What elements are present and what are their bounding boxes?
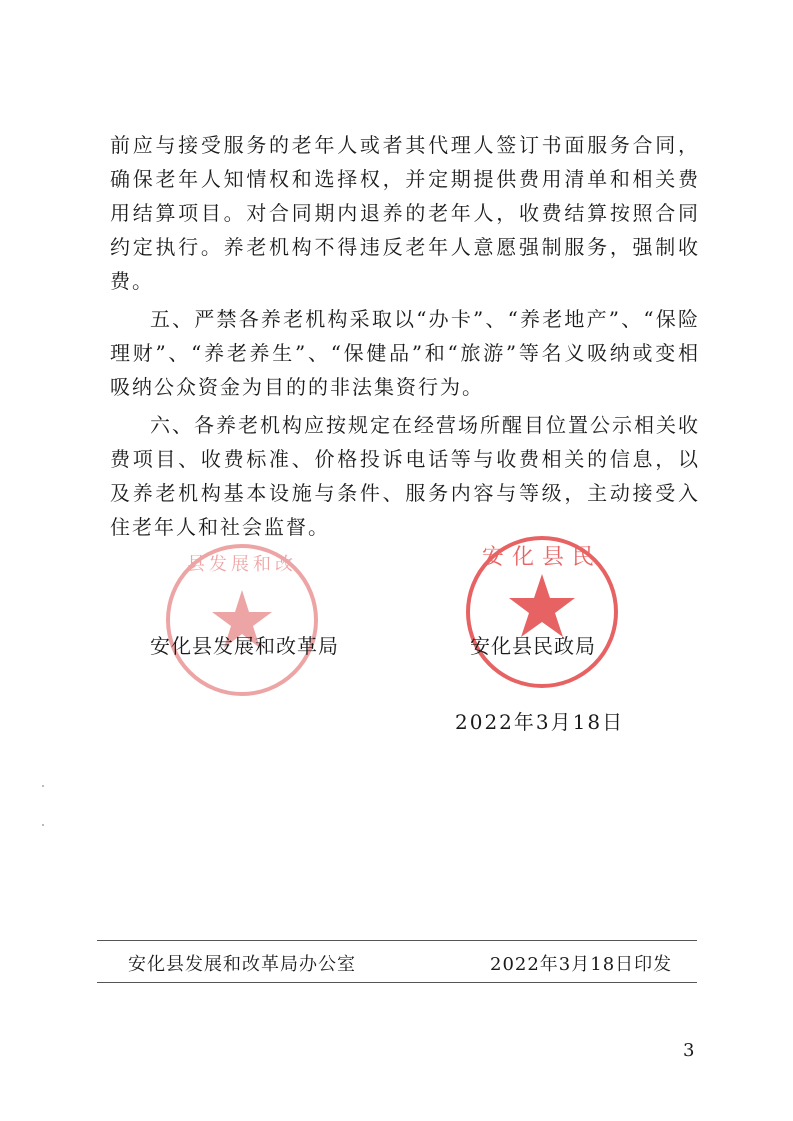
body-text	[110, 128, 700, 548]
scan-speck	[42, 824, 44, 826]
footer-divider-bottom	[97, 982, 697, 983]
svg-text:安化县民: 安化县民	[481, 545, 603, 570]
footer-print-date: 2022年3月18日印发	[490, 954, 673, 975]
paragraph-item-five: 五、严禁各养老机构采取以“办卡”、“养老地产”、“保险理财”、“养老养生”、“保健品”和“旅游”等名义吸纳或变相吸纳公众资金为目的的非法集资行为。	[110, 307, 700, 399]
signature-left: 安化县发展和改革局	[150, 634, 339, 658]
seal-right-stamp	[462, 532, 622, 692]
page-number: 3	[683, 1040, 695, 1061]
paragraph-item-six: 六、各养老机构应按规定在经营场所醒目位置公示相关收费项目、收费标准、价格投诉电话等与收费相关的信息，以及养老机构基本设施与条件、服务内容与等级，主动接受入住老年人和社会监督。	[110, 413, 700, 539]
scan-speck	[42, 785, 44, 787]
footer-divider-top	[97, 940, 697, 941]
footer-issuing-office: 安化县发展和改革局办公室	[128, 954, 356, 975]
signature-right: 安化县民政局	[470, 634, 596, 658]
issue-date: 2022年3月18日	[455, 710, 625, 734]
svg-text:县发展和改: 县发展和改	[187, 554, 297, 575]
seal-left-stamp	[162, 540, 322, 700]
paragraph-continued: 前应与接受服务的老年人或者其代理人签订书面服务合同，确保老年人知情权和选择权，并定期提供费用清单和相关费用结算项目。对合同期内退养的老年人，收费结算按照合同约定执行。养老机构不得违反老年人意愿强制服务，强制收费。	[110, 133, 700, 293]
